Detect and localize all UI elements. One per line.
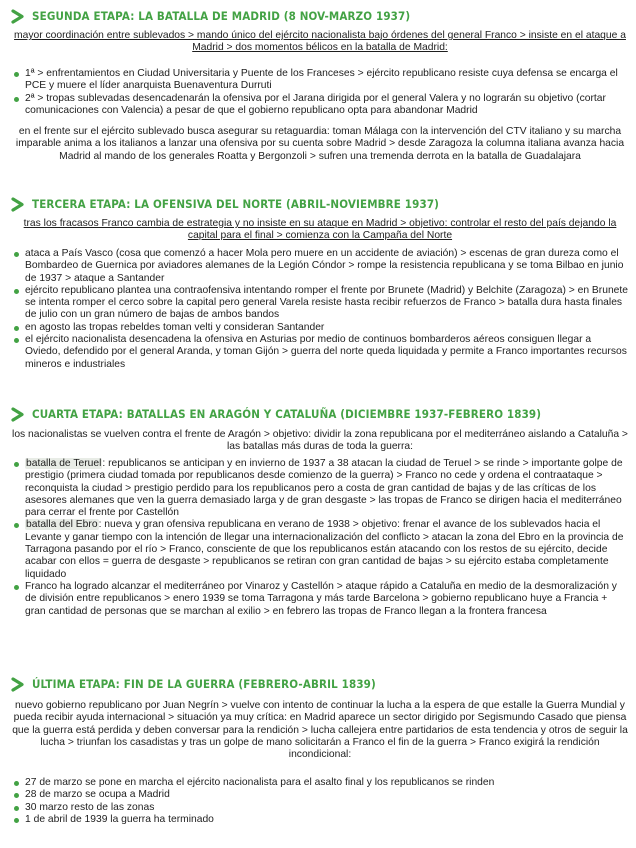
section-list bbox=[12, 777, 628, 826]
bullet-dot-icon bbox=[14, 97, 19, 102]
section-heading-segunda-etapa bbox=[10, 7, 630, 25]
section-list bbox=[12, 68, 628, 117]
item-label: batalla del Ebro bbox=[26, 519, 98, 531]
list-item: en agosto las tropas rebeldes toman velti y consideran Santander bbox=[12, 322, 628, 334]
list-item: 1ª > enfrentamientos en Ciudad Universitaria y Puente de los Franceses > ejército republicano resiste cuya defensa se encarga el PCE y muere el líder anarquista Buenaventura Durruti bbox=[12, 68, 628, 93]
section-intro bbox=[12, 700, 628, 761]
list-item: 28 de marzo se ocupa a Madrid bbox=[12, 789, 628, 801]
list-item: Franco ha logrado alcanzar el mediterráneo por Vinaroz y Castellón > ataque rápido a Cataluña en medio de la desmoralización y de división entre republicanos > enero 1939 se toma Tarragona y más tarde Barcelona > gobierno republicano huye a Francia + gran cantidad de personas que se marchan al exilio > en febrero las tropas de Franco llegan a la frontera francesa bbox=[12, 581, 628, 618]
bullet-dot-icon bbox=[14, 72, 19, 77]
bullet-dot-icon bbox=[14, 793, 19, 798]
section-title: CUARTA ETAPA: BATALLAS EN ARAGÓN Y CATALUÑA (DICIEMBRE 1937-FEBRERO 1839) bbox=[32, 406, 542, 421]
intro-text: mayor coordinación entre sublevados > mando único del ejército nacionalista bajo órdenes del general Franco > insiste en el ataque a Madrid > dos momentos bélicos en la batalla de Madrid: bbox=[14, 30, 626, 54]
intro-text: tras los fracasos Franco cambia de estrategia y no insiste en su ataque en Madrid > objetivo: controlar el resto del país dejando la capital para el final > comienza con la Campaña del Norte bbox=[23, 218, 617, 242]
section-intro bbox=[12, 218, 628, 243]
bullet-dot-icon bbox=[14, 523, 19, 528]
bullet-dot-icon bbox=[14, 338, 19, 343]
bullet-dot-icon bbox=[14, 585, 19, 590]
chevron-right-icon bbox=[10, 9, 25, 24]
list-item: 27 de marzo se pone en marcha el ejército nacionalista para el asalto final y los republicanos se rinden bbox=[12, 777, 628, 789]
bullet-dot-icon bbox=[14, 289, 19, 294]
bullet-dot-icon bbox=[14, 462, 19, 467]
section-heading-cuarta-etapa bbox=[10, 405, 630, 423]
chevron-right-icon bbox=[10, 677, 25, 692]
outro-text: en el frente sur el ejército sublevado busca asegurar su retaguardia: toman Málaga con la intervención del CTV italiano y su marcha imparable anima a los italianos a lanzar una ofensiva por su cuenta sobre Madrid > desde Zaragoza la columna italiana avanza hacia Madrid al mando de los generales Roatta y Bergonzoli > sufren una tremenda derrota en la batalla de Guadalajara bbox=[15, 126, 625, 162]
list-item: el ejército nacionalista desencadena la ofensiva en Asturias por medio de continuos bombarderos aéreos consiguen llegar a Oviedo, defendido por el general Aranda, y toman Gijón > guerra del norte queda liquidada y permite a Franco importantes recursos mineros e industriales bbox=[12, 334, 628, 371]
item-label: batalla de Teruel bbox=[26, 458, 102, 469]
section-list bbox=[12, 248, 628, 371]
section-title: SEGUNDA ETAPA: LA BATALLA DE MADRID (8 NOV-MARZO 1937) bbox=[32, 8, 411, 23]
list-item: 30 marzo resto de las zonas bbox=[12, 802, 628, 814]
section-outro bbox=[12, 126, 628, 163]
bullet-dot-icon bbox=[14, 806, 19, 811]
section-title: ÚLTIMA ETAPA: FIN DE LA GUERRA (FEBRERO-ABRIL 1839) bbox=[32, 676, 376, 691]
section-intro bbox=[12, 429, 628, 454]
bullet-dot-icon bbox=[14, 818, 19, 823]
list-item: ejército republicano plantea una contraofensiva intentando romper el frente por Brunete (Madrid) y Belchite (Zaragoza) > en Brunete se intenta romper el cerco sobre la capital pero general Varela resiste hasta recibir refuerzos de Franco > batalla dura hasta finales de julio con un gran número de bajas de ambos bandos bbox=[12, 285, 628, 322]
chevron-right-icon bbox=[10, 407, 25, 422]
intro-text: los nacionalistas se vuelven contra el frente de Aragón > objetivo: dividir la zona republicana por el mediterráneo aislando a Cataluña > las batallas más duras de toda la guerra: bbox=[12, 429, 628, 453]
bullet-dot-icon bbox=[14, 781, 19, 786]
intro-text: nuevo gobierno republicano por Juan Negrín > vuelve con intento de continuar la lucha a la espera de que estalle la Guerra Mundial y pueda recibir ayuda internacional > situación ya muy crítica: en Madrid aparece un sector dirigido por Segismundo Casado que piensa que la guerra está perdida y deben conversar para la rendición > lucha callejera entre partidarios de esta tendencia y otros de seguir la lucha > triunfan los casadistas y tras un golpe de mano solicitarán a Franco el fin de la guerra > Franco exigirá la rendición incondicional: bbox=[12, 700, 628, 761]
section-title: TERCERA ETAPA: LA OFENSIVA DEL NORTE (ABRIL-NOVIEMBRE 1937) bbox=[32, 196, 440, 211]
list-item: 2ª > tropas sublevadas desencadenarán la ofensiva por el Jarana dirigida por el general Valera y no lograrán su objetivo (cortar comunicaciones con Valencia) a pesar de que el gobierno republicano opta para abandonar Madrid bbox=[12, 93, 628, 118]
bullet-dot-icon bbox=[14, 326, 19, 331]
list-item: 1 de abril de 1939 la guerra ha terminado bbox=[12, 814, 628, 826]
chevron-right-icon bbox=[10, 197, 25, 212]
section-list bbox=[12, 458, 628, 618]
bullet-dot-icon bbox=[14, 252, 19, 257]
list-item: ataca a País Vasco (cosa que comenzó a hacer Mola pero muere en un accidente de aviación) > escenas de gran dureza como el Bombardeo de Guernica por aviadores alemanes de la Legión Cóndor > rompe la resistencia republicana y se toma Bilbao en junio de 1937 > ataque a Santander bbox=[12, 248, 628, 285]
section-heading-ultima-etapa bbox=[10, 675, 630, 693]
section-intro bbox=[12, 30, 628, 55]
list-item: batalla del Ebro: nueva y gran ofensiva republicana en verano de 1938 > objetivo: frenar el avance de los sublevados hacia el Levante y ganar tiempo con la intención de llegar una internacionalización del conflicto > atacan la zona del Ebro en la provincia de Tarragona pasando por el río > Franco, consciente de que los republicanos están atacando con los restos de su ejército, decide acabar con ellos = guerra de desgaste > republicanos se retiran con gran cantidad de bajas > su ejército estaba completamente liquidado bbox=[12, 519, 628, 580]
section-heading-tercera-etapa bbox=[10, 195, 630, 213]
list-item: batalla de Teruel: republicanos se anticipan y en invierno de 1937 a 38 atacan la ciudad de Teruel > se rinde > importante golpe de prestigio (primera ciudad tomada por republicanos desde comienzo de la guerra) > Franco no cede y ordena el contraataque > reconquista la ciudad > prestigio perdido para los republicanos pero a costa de gran cantidad de bajas y de las críticas de los asesores alemanes que ven la guerra demasiado larga y de gran desgaste > las tropas de Franco se dirigen hacia el mediterráneo para cerrar el frente por Castellón bbox=[12, 458, 628, 519]
